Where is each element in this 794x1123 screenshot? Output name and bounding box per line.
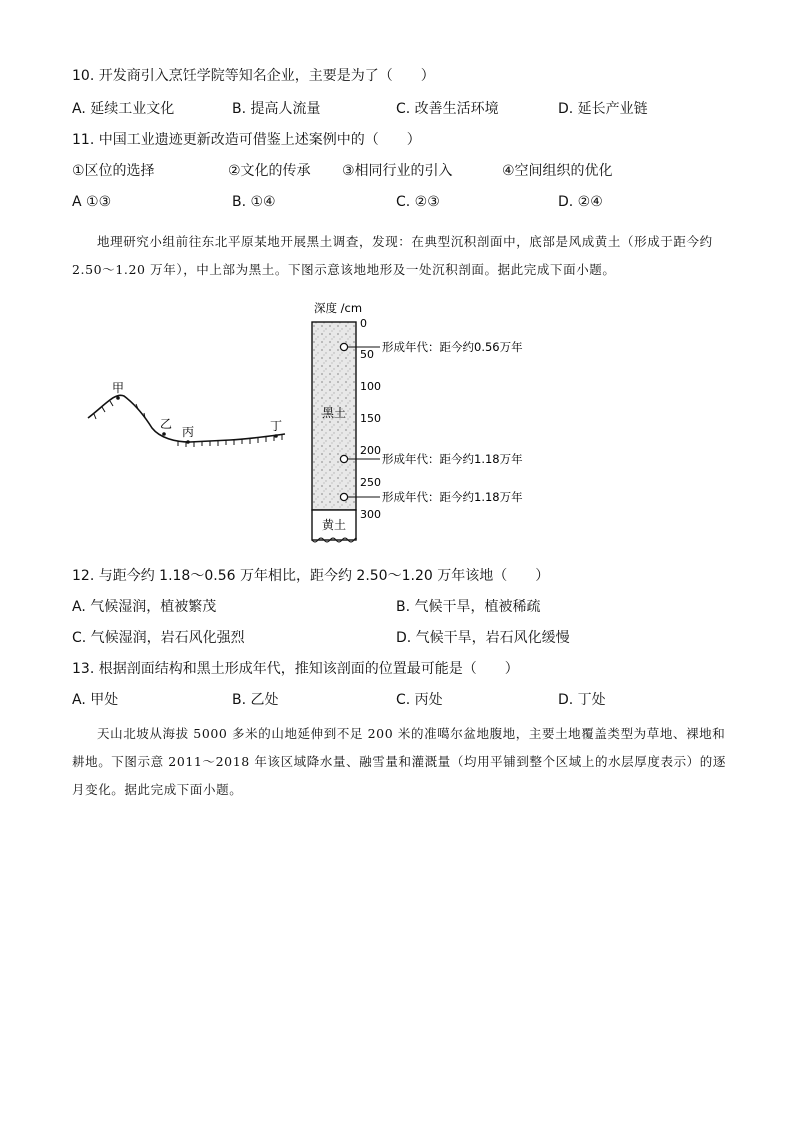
- q13-option-c[interactable]: C. 丙处: [396, 692, 443, 708]
- site-yi-label: 乙: [160, 417, 173, 431]
- q12-option-d[interactable]: D. 气候干旱，岩石风化缓慢: [396, 630, 570, 646]
- q13-option-b[interactable]: B. 乙处: [232, 692, 279, 708]
- sample-marker-2: [340, 455, 347, 462]
- q13-stem: 13. 根据剖面结构和黑土形成年代，推知该剖面的位置最可能是（ ）: [72, 661, 519, 677]
- depth-tick-50: 50: [360, 348, 374, 361]
- passage-black-soil: [72, 228, 732, 284]
- depth-tick-100: 100: [360, 380, 381, 393]
- site-ding-label: 丁: [270, 419, 283, 433]
- depth-tick-250: 250: [360, 476, 381, 489]
- depth-axis-title: 深度 /cm: [314, 301, 363, 315]
- site-bing-point: [186, 440, 190, 444]
- sample-marker-3: [340, 493, 347, 500]
- terrain-profile-figure: [80, 300, 550, 550]
- q12-stem: 12. 与距今约 1.18～0.56 万年相比，距今约 2.50～1.20 万年该地（ ）: [72, 568, 550, 584]
- q10-option-c[interactable]: C. 改善生活环境: [396, 101, 499, 117]
- q11-option-c[interactable]: C. ②③: [396, 194, 440, 210]
- q11-stem: 11. 中国工业遗迹更新改造可借鉴上述案例中的（ ）: [72, 132, 421, 148]
- q11-item-4: ④空间组织的优化: [502, 163, 613, 179]
- q11-item-3: ③相同行业的引入: [342, 163, 453, 179]
- sample-marker-1: [340, 343, 347, 350]
- passage-black-soil-text: 地理研究小组前往东北平原某地开展黑土调查，发现：在典型沉积剖面中，底部是风成黄土（形成于距今约 2.50～1.20 万年），中上部为黑土。下图示意该地地形及一处沉积剖面。据此完成下面小题。: [72, 234, 713, 277]
- q12-option-b[interactable]: B. 气候干旱，植被稀疏: [396, 599, 541, 615]
- depth-ticks: [360, 317, 381, 521]
- q10-option-d[interactable]: D. 延长产业链: [558, 101, 648, 117]
- yellow-loess-label: 黄土: [322, 518, 347, 532]
- site-jia-label: 甲: [112, 381, 125, 395]
- site-ding-point: [274, 434, 278, 438]
- q11-option-d[interactable]: D. ②④: [558, 194, 603, 210]
- q12-option-c[interactable]: C. 气候湿润，岩石风化强烈: [72, 630, 245, 646]
- q10-stem: 10. 开发商引入烹饪学院等知名企业，主要是为了（ ）: [72, 68, 435, 84]
- passage-tianshan-text: 天山北坡从海拔 5000 多米的山地延伸到不足 200 米的准噶尔盆地腹地，主要土地覆盖类型为草地、裸地和耕地。下图示意 2011～2018 年该区域降水量、融雪量和灌溉量（均用平铺到整个区域上的水层厚度表示）的逐月变化。据此完成下面小题。: [72, 726, 726, 797]
- passage-tianshan: [72, 720, 732, 804]
- q12-option-a[interactable]: A. 气候湿润，植被繁茂: [72, 599, 217, 615]
- q11-item-2: ②文化的传承: [228, 163, 311, 179]
- q13-option-d[interactable]: D. 丁处: [558, 692, 606, 708]
- q10-option-b[interactable]: B. 提高人流量: [232, 101, 321, 117]
- site-bing-label: 丙: [182, 425, 195, 439]
- site-jia-point: [116, 396, 120, 400]
- depth-tick-0: 0: [360, 317, 367, 330]
- q11-item-1: ①区位的选择: [72, 163, 155, 179]
- sample-age-2: 形成年代：距今约1.18万年: [382, 452, 523, 466]
- q11-option-a[interactable]: A ①③: [72, 194, 112, 210]
- terrain-hatching: [94, 401, 282, 447]
- depth-tick-150: 150: [360, 412, 381, 425]
- site-yi-point: [162, 432, 166, 436]
- q11-option-b[interactable]: B. ①④: [232, 194, 276, 210]
- q10-option-a[interactable]: A. 延续工业文化: [72, 101, 175, 117]
- sample-age-3: 形成年代：距今约1.18万年: [382, 490, 523, 504]
- black-soil-label: 黑土: [322, 406, 347, 420]
- sample-age-1: 形成年代：距今约0.56万年: [382, 340, 523, 354]
- depth-tick-300: 300: [360, 508, 381, 521]
- depth-tick-200: 200: [360, 444, 381, 457]
- q13-option-a[interactable]: A. 甲处: [72, 692, 119, 708]
